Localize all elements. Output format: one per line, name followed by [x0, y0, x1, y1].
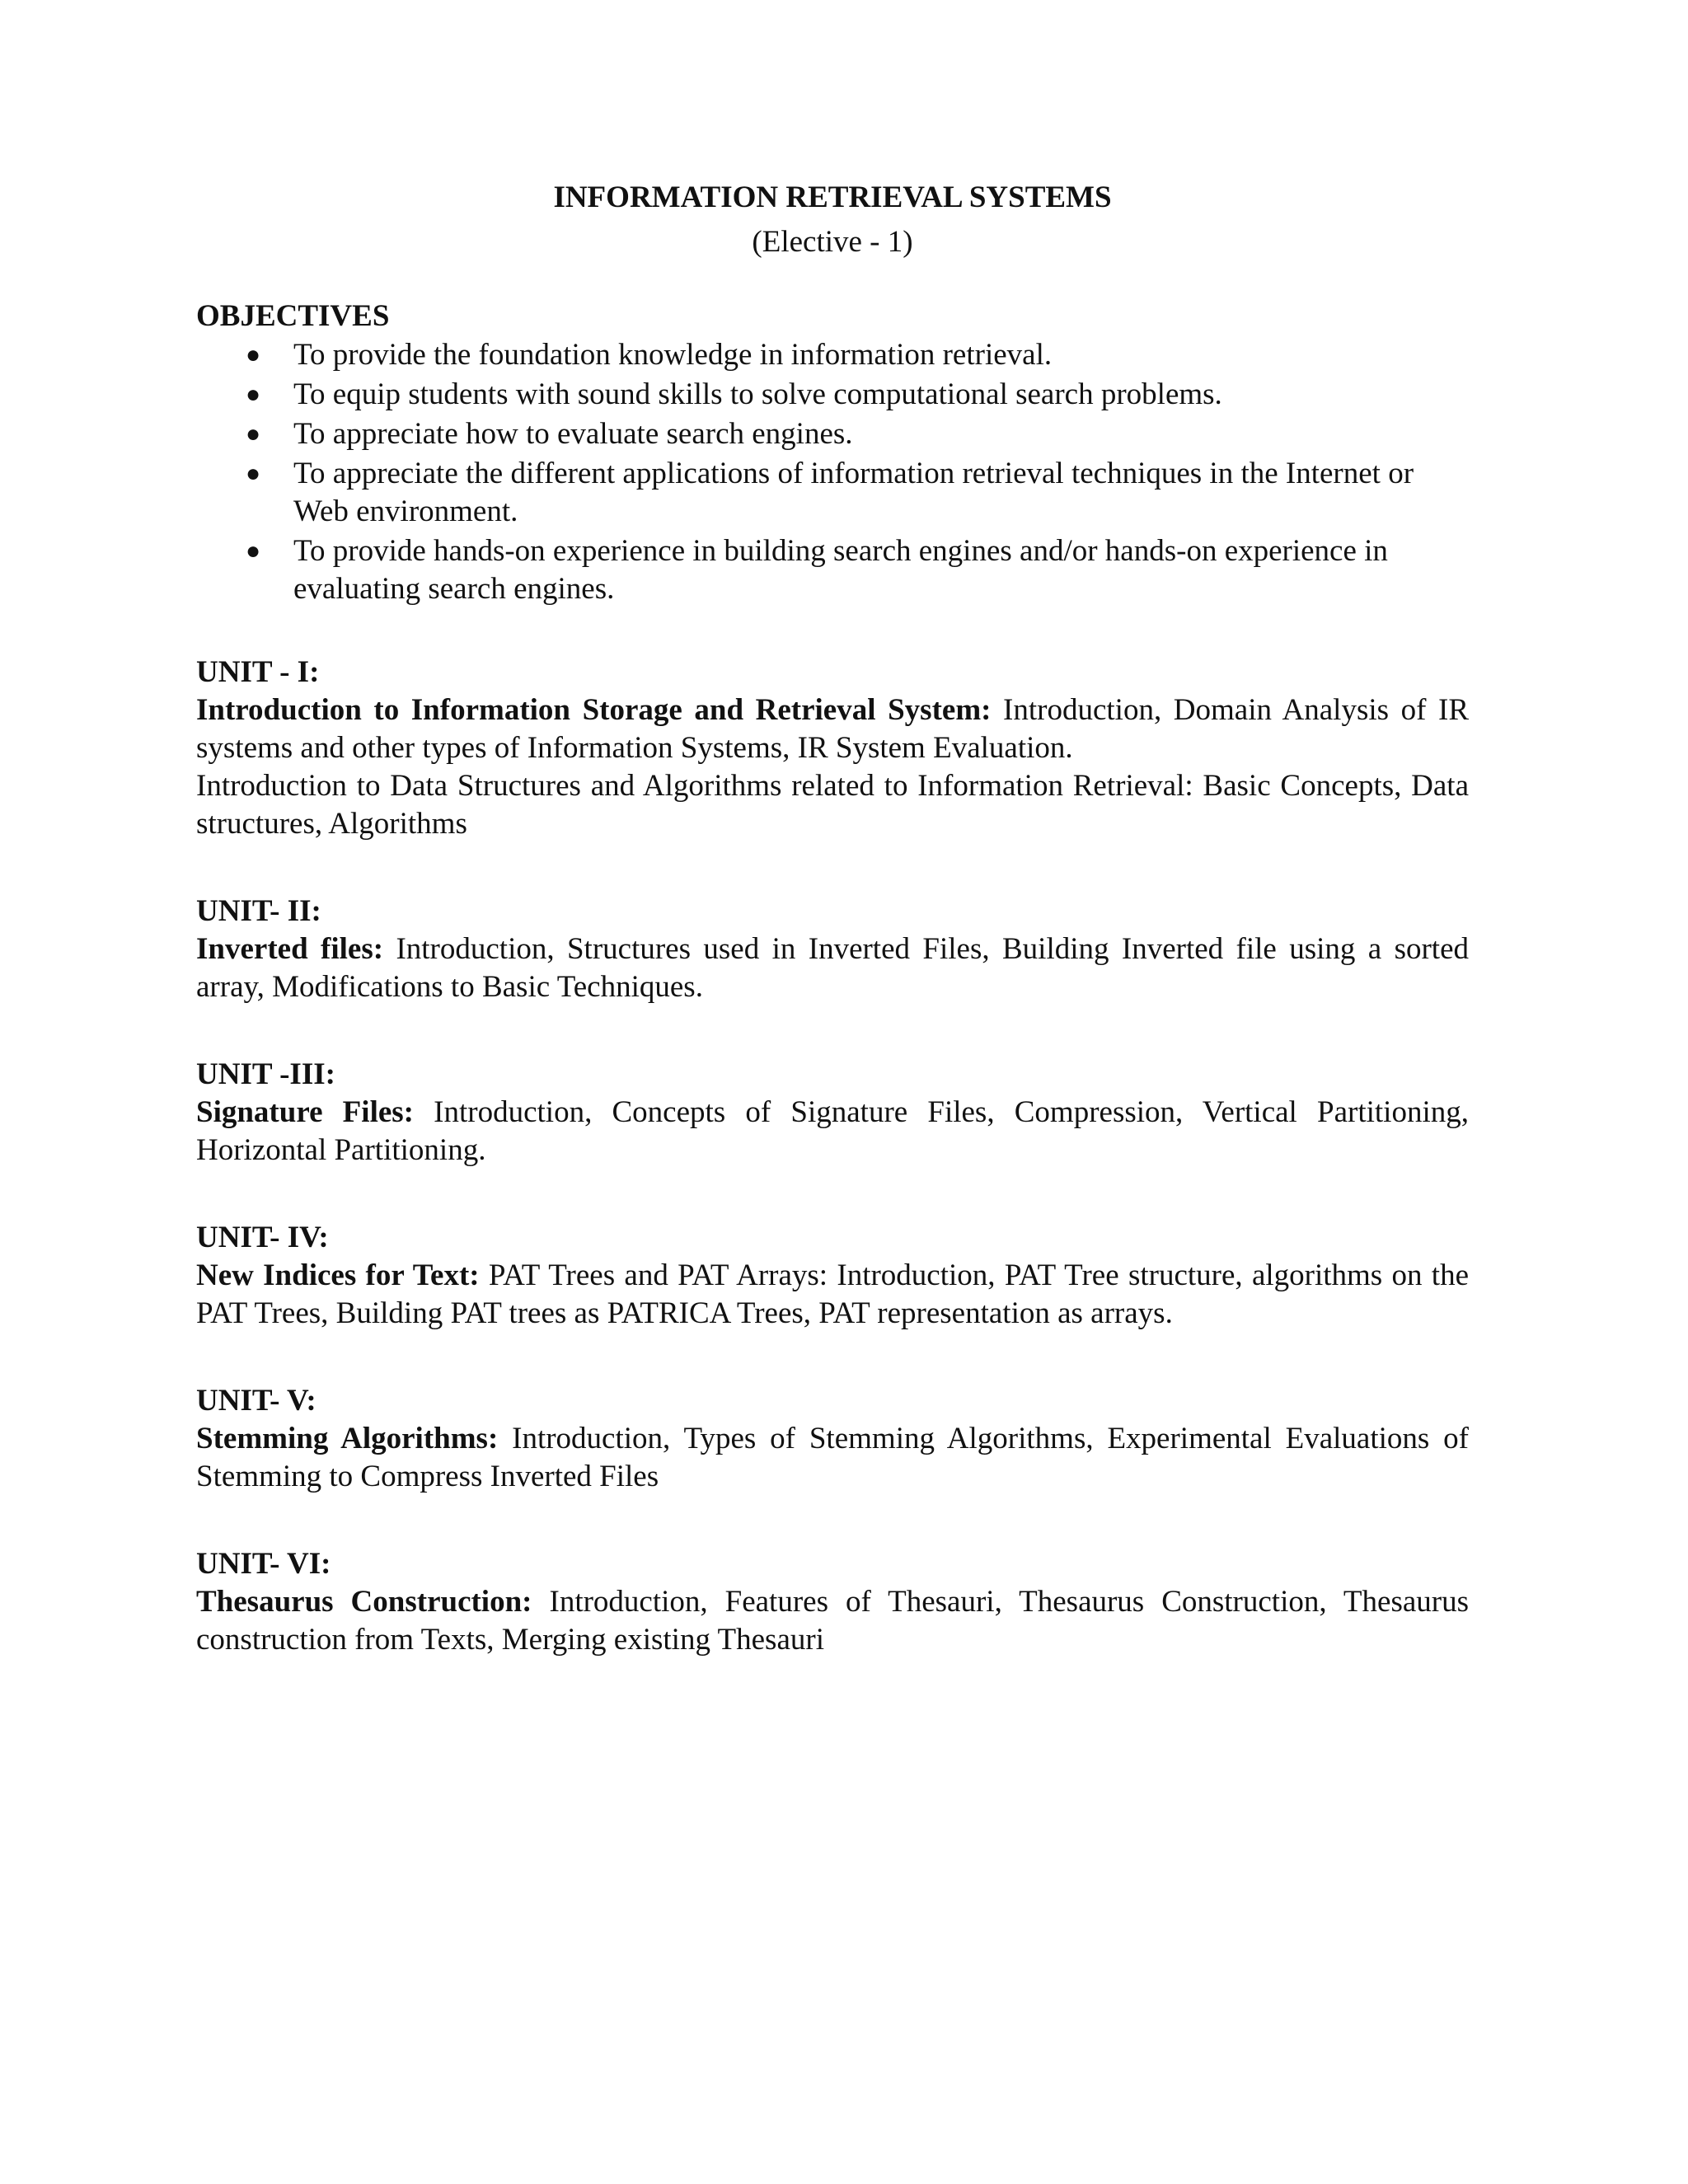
- unit-topic: Inverted files:: [196, 932, 384, 966]
- objectives-list: [196, 336, 1469, 608]
- objective-text: To appreciate how to evaluate search engines.: [293, 417, 853, 451]
- unit-1-section: [196, 654, 1469, 843]
- unit-topic: Stemming Algorithms:: [196, 1422, 499, 1455]
- document-subtitle: (Elective - 1): [752, 225, 913, 259]
- bullet-icon: ●: [246, 460, 261, 487]
- unit-heading: UNIT -III:: [196, 1057, 335, 1091]
- list-item: [196, 415, 1469, 453]
- unit-3-section: [196, 1056, 1469, 1169]
- unit-description: [196, 691, 1469, 767]
- unit-4-section: [196, 1219, 1469, 1333]
- unit-heading: UNIT - I:: [196, 655, 320, 689]
- unit-6-section: [196, 1545, 1469, 1659]
- unit-description: [196, 930, 1469, 1006]
- bullet-icon: ●: [246, 341, 261, 368]
- list-item: [196, 376, 1469, 414]
- unit-text: Introduction, Features of Thesauri, Thesaurus Construction, Thesaurus construction from Texts, Merging existing Thesauri: [196, 1585, 1469, 1657]
- objective-text: To equip students with sound skills to solve computational search problems.: [293, 377, 1222, 411]
- unit-topic: New Indices for Text:: [196, 1258, 480, 1292]
- list-item: [196, 532, 1469, 608]
- document-page: [196, 175, 1469, 1659]
- unit-description: [196, 1420, 1469, 1496]
- list-item: [196, 336, 1469, 374]
- unit-heading: UNIT- V:: [196, 1384, 316, 1418]
- list-item: [196, 455, 1469, 531]
- objective-text: To provide hands-on experience in building search engines and/or hands-on experience in evaluating search engines.: [293, 534, 1388, 606]
- objectives-heading: OBJECTIVES: [196, 299, 390, 333]
- unit-text: PAT Trees and PAT Arrays: Introduction, PAT Tree structure, algorithms on the PAT Trees, Building PAT trees as PATRICA Trees, PAT representation as arrays.: [196, 1258, 1469, 1330]
- unit-topic: Introduction to Information Storage and Retrieval System:: [196, 693, 992, 727]
- bullet-icon: ●: [246, 537, 261, 565]
- unit-text: Introduction, Concepts of Signature Files, Compression, Vertical Partitioning, Horizontal Partitioning.: [196, 1095, 1469, 1167]
- objective-text: To appreciate the different applications of information retrieval techniques in the Internet or Web environment.: [293, 457, 1414, 528]
- unit-description: [196, 1257, 1469, 1333]
- unit-description: [196, 1583, 1469, 1659]
- unit-topic: Signature Files:: [196, 1095, 414, 1129]
- unit-heading: UNIT- IV:: [196, 1221, 329, 1254]
- unit-2-section: [196, 893, 1469, 1006]
- objective-text: To provide the foundation knowledge in information retrieval.: [293, 338, 1053, 372]
- objectives-section: [196, 297, 1469, 608]
- document-title: INFORMATION RETRIEVAL SYSTEMS: [553, 180, 1112, 214]
- unit-topic: Thesaurus Construction:: [196, 1585, 532, 1619]
- unit-heading: UNIT- VI:: [196, 1547, 331, 1581]
- unit-text: Introduction, Structures used in Inverted Files, Building Inverted file using a sorted array, Modifications to Basic Techniques.: [196, 932, 1470, 1004]
- title-block: [196, 175, 1469, 264]
- unit-extra-text: Introduction to Data Structures and Algorithms related to Information Retrieval: Basic Concepts, Data structures, Algorithms: [196, 769, 1469, 841]
- unit-text: Introduction, Types of Stemming Algorithms, Experimental Evaluations of Stemming to Compress Inverted Files: [196, 1422, 1469, 1493]
- unit-text: Introduction, Domain Analysis of IR systems and other types of Information Systems, IR System Evaluation.: [196, 693, 1470, 765]
- unit-heading: UNIT- II:: [196, 894, 321, 928]
- bullet-icon: ●: [246, 420, 261, 448]
- bullet-icon: ●: [246, 381, 261, 408]
- unit-description: [196, 1094, 1469, 1169]
- unit-5-section: [196, 1382, 1469, 1496]
